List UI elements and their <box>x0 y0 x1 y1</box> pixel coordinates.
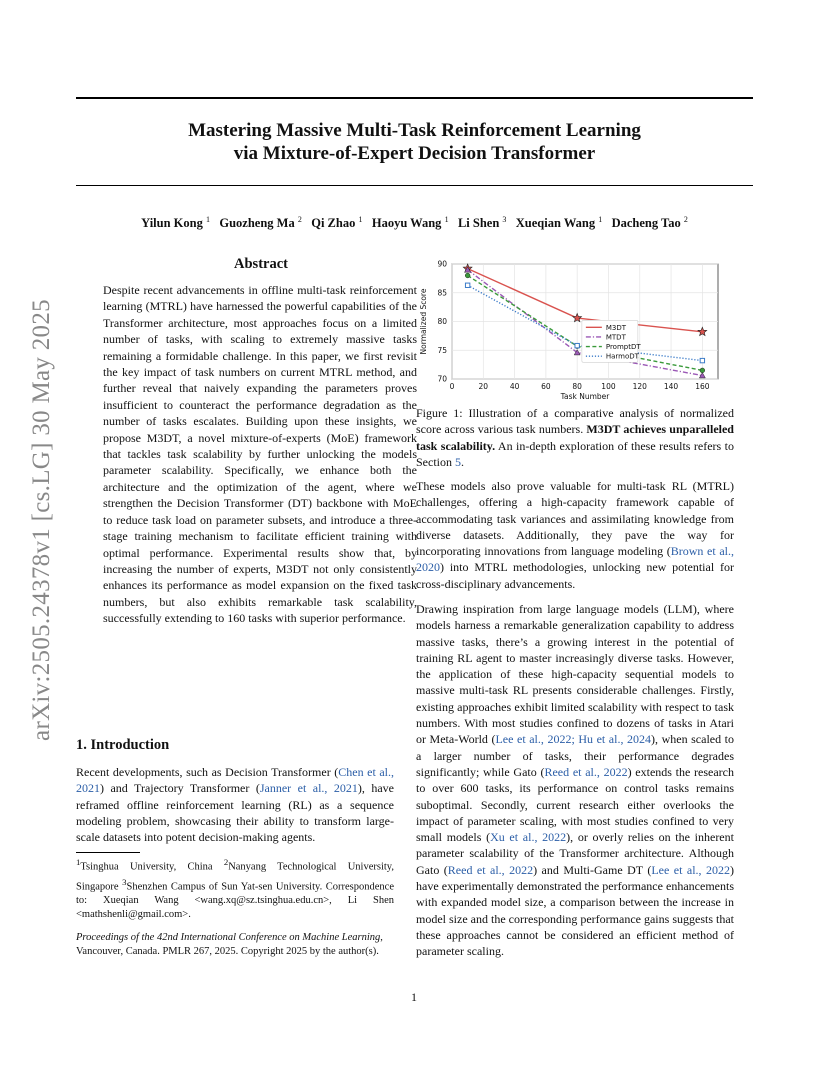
figure-1-line-chart <box>416 258 736 406</box>
title-line-1: Mastering Massive Multi-Task Reinforcement Learning <box>188 120 641 141</box>
data-point-promptdt <box>465 273 470 278</box>
x-tick-label: 120 <box>632 382 647 391</box>
citation-link[interactable]: Reed et al., 2022 <box>544 764 628 779</box>
citation-link[interactable]: Xu et al., 2022 <box>490 830 567 845</box>
x-axis-label: Task Number <box>560 392 610 401</box>
y-axis-label: Normalized Score <box>419 288 428 355</box>
paper-title <box>76 119 753 165</box>
x-tick-label: 20 <box>478 382 489 391</box>
citation-link[interactable]: Brown et al., 2020 <box>416 544 734 575</box>
citation-link[interactable]: Chen et al., 2021 <box>76 765 394 796</box>
x-tick-label: 80 <box>572 382 582 391</box>
author: Yilun Kong $^1$ <box>141 215 210 231</box>
legend-label: PromptDT <box>605 343 641 352</box>
x-tick-label: 0 <box>449 382 455 391</box>
y-tick-label: 80 <box>437 317 447 326</box>
x-tick-label: 160 <box>695 382 710 391</box>
x-tick-label: 140 <box>663 382 679 391</box>
author-list <box>76 215 753 231</box>
right-paragraph-2: Drawing inspiration from large language models (LLM), where models harness a remarkable generalization capability to address massive tasks, there’s a growing interest in the potential of training RL agent to master increasingly diverse tasks. However, the application of these high-capacity sequential models to massive multi-task RL presents considerable challenges. Firstly, existing approaches exhibit limited scalability with respect to task numbers. With most studies confined to dozens of tasks in Atari or Meta-World (Lee et al., 2022; Hu et al., 2024), when scaled to a larger number of tasks, their performance degrades significantly; while Gato (Reed et al., 2022) extends the research to over 600 tasks, its performance on control tasks remains suboptimal. Secondly, current research either overlooks the impact of parameter scaling, with most studies confined to very small models (Xu et al., 2022), or overly relies on the inherent parameter scalability of the Transformer architecture. Although Gato (Reed et al., 2022) and Multi-Game DT (Lee et al., 2022) have experimentally demonstrated the performance enhancements with expanded model size, a comparison between the increase in model size and the corresponding performance gains suggests that these approaches cannot be considered an efficient method of parameter scaling. <box>416 602 735 959</box>
title-line-2: via Mixture-of-Expert Decision Transformer <box>233 143 596 164</box>
proceedings-note: Proceedings of the 42nd International Conference on Machine Learning, Vancouver, Canada. PMLR 267, 2025. Copyright 2025 by the author(s). <box>76 932 383 957</box>
author: Qi Zhao $^1$ <box>311 215 363 231</box>
author: Guozheng Ma $^2$ <box>219 215 302 231</box>
legend-label: HarmoDT <box>605 352 639 361</box>
data-point-harmodt <box>575 343 579 347</box>
citation-link[interactable]: Janner et al., 2021 <box>259 781 358 796</box>
data-point-promptdt <box>700 368 705 373</box>
right-paragraph-1: These models also prove valuable for multi-task RL (MTRL) challenges, offering a high-capacity framework capable of accommodating task variances and assimilating knowledge from diverse datasets. Additionally, they pave the way for incorporating innovations from language modeling (Brown et al., 2020) into MTRL methodologies, unlocking new potential for cross-disciplinary advancements. <box>416 479 734 591</box>
page-number: 1 <box>411 990 417 1004</box>
citation-link[interactable]: Reed et al., 2022 <box>447 862 534 877</box>
citation-link[interactable]: Lee et al., 2022 <box>651 862 730 877</box>
footnote-divider <box>76 852 140 853</box>
arxiv-identifier[interactable]: arXiv:2505.24378v1 [cs.LG] 30 May 2025 <box>28 299 55 741</box>
y-tick-label: 75 <box>437 345 447 355</box>
data-point-harmodt <box>465 283 469 287</box>
citation-link[interactable]: Lee et al., 2022; Hu et al., 2024 <box>495 732 652 747</box>
y-tick-label: 90 <box>437 259 447 269</box>
intro-paragraph: Recent developments, such as Decision Transformer (Chen et al., 2021) and Trajectory Transformer (Janner et al., 2021), have reframed offline reinforcement learning (RL) as a sequence modeling problem, showcasing their ability to transform large-scale datasets into potent decision-making agents. <box>76 765 395 845</box>
author: Haoyu Wang $^1$ <box>371 215 449 231</box>
section-link[interactable]: 5 <box>455 454 461 469</box>
affiliation-footnote: $^1$Tsinghua University, China $^2$Nanyang Technological University, Singapore $^3$Shenzhen Campus of Sun Yat-sen University. Correspondence to: Xueqian Wang <wang.xq@sz.tsinghua.edu.cn>, Li Shen <mathshenli@gmail.com>. <box>76 857 394 920</box>
legend-label: M3DT <box>605 323 627 332</box>
abstract-heading: Abstract <box>234 256 288 272</box>
author: Xueqian Wang $^1$ <box>515 215 603 231</box>
data-point-harmodt <box>700 358 704 362</box>
x-tick-label: 100 <box>601 382 616 391</box>
abstract-text: Despite recent advancements in offline multi-task reinforcement learning (MTRL) have harnessed the powerful capabilities of the Transformer architecture, most approaches focus on a limited number of tasks, with scaling to extremely massive tasks remaining a formidable challenge. In this paper, we first revisit the key impact of task numbers on current MTRL method, and further reveal that naively expanding the parameters proves insufficient to counteract the performance degradation as the number of tasks escalates. Building upon these insights, we propose M3DT, a novel mixture-of-experts (MoE) framework that tackles task scalability by further unlocking the models parameter scalability. Specifically, we enhance both the architecture and the optimization of the agent, where we strengthen the Decision Transformer (DT) backbone with MoE to reduce task load on parameter subsets, and introduce a three-stage training mechanism to facilitate efficient training with optimal performance. Experimental results show that, by increasing the number of experts, M3DT not only consistently enhances its performance as model expansion on the fixed task numbers, but also exhibits remarkable task scalability, successfully extending to 160 tasks with superior performance. <box>103 283 417 626</box>
x-tick-label: 40 <box>509 382 520 391</box>
section-heading-introduction: 1. Introduction <box>76 737 170 753</box>
x-tick-label: 60 <box>541 382 551 391</box>
legend-label: MTDT <box>605 333 626 342</box>
figure-caption: Figure 1: Illustration of a comparative analysis of normalized score across various task numbers. M3DT achieves unparalleled task scalability. An in-depth exploration of these results refers to Section 5. <box>416 406 734 469</box>
title-bottom-rule <box>76 185 753 186</box>
top-rule <box>76 97 753 99</box>
author: Dacheng Tao $^2$ <box>611 215 688 231</box>
y-tick-label: 85 <box>437 288 447 298</box>
author: Li Shen $^3$ <box>457 215 507 231</box>
arxiv-sidebar <box>22 280 62 760</box>
y-tick-label: 70 <box>437 374 447 384</box>
